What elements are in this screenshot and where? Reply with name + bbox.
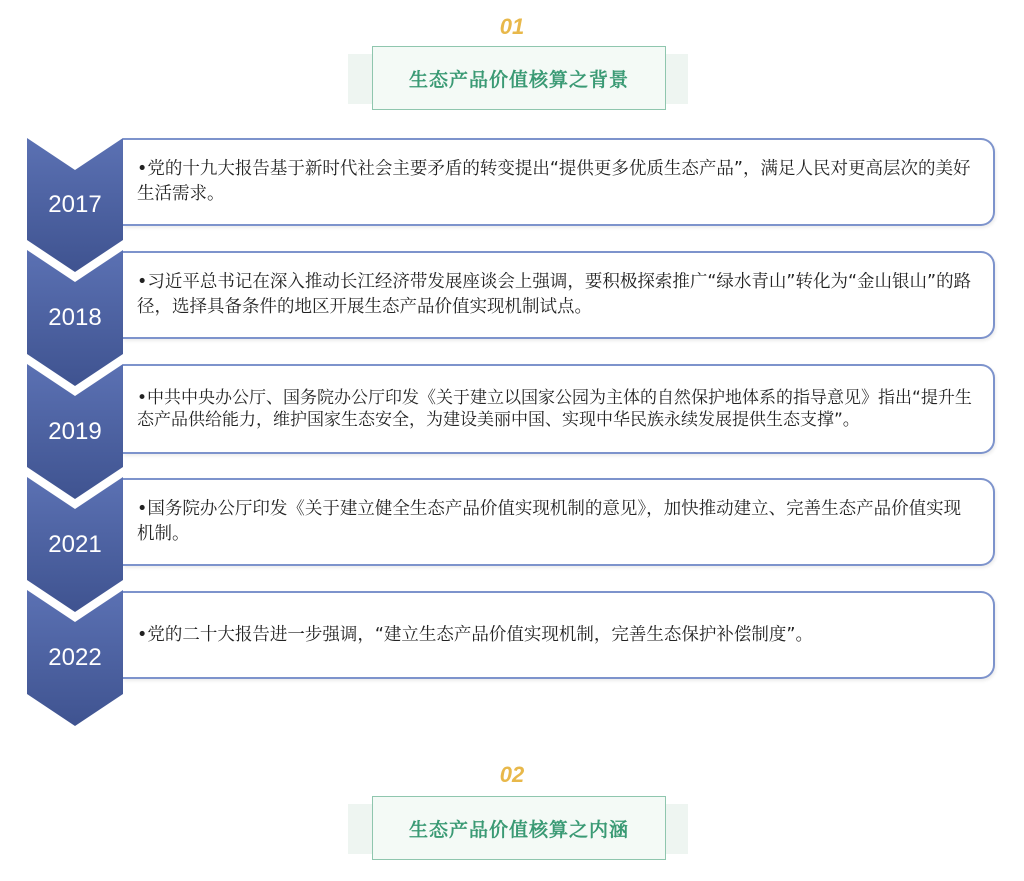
timeline-entry-2018 — [123, 251, 995, 339]
section-number-01: 01 — [499, 14, 525, 39]
timeline-entry-text: •国务院办公厅印发《关于建立健全生态产品价值实现机制的意见》，加快推动建立、完善生态产品价值实现机制。 — [137, 499, 962, 544]
timeline-entry-2022 — [123, 591, 995, 679]
timeline-entry-text: •党的二十大报告进一步强调，“建立生态产品价值实现机制，完善生态保护补偿制度”。 — [137, 624, 813, 645]
timeline-entry-2017 — [123, 138, 995, 226]
year-label-2017: 2017 — [48, 191, 102, 218]
timeline-entry-text: •习近平总书记在深入推动长江经济带发展座谈会上强调，要积极探索推广“绿水青山”转化为“金山银山”的路径，选择具备条件的地区开展生态产品价值实现机制试点。 — [137, 272, 972, 317]
year-label-2018: 2018 — [48, 304, 102, 331]
year-label-2019: 2019 — [48, 418, 102, 445]
timeline-entry-2021 — [123, 478, 995, 566]
section-number-02: 02 — [499, 762, 525, 787]
timeline-entry-text: •党的十九大报告基于新时代社会主要矛盾的转变提出“提供更多优质生态产品”，满足人民对更高层次的美好生活需求。 — [137, 159, 971, 204]
year-label-2021: 2021 — [48, 531, 102, 558]
year-label-2022: 2022 — [48, 644, 102, 671]
section-title-text: 生态产品价值核算之内涵 — [408, 818, 629, 841]
section-title-text: 生态产品价值核算之背景 — [408, 68, 629, 91]
timeline-entry-text: •中共中央办公厅、国务院办公厅印发《关于建立以国家公园为主体的自然保护地体系的指导意见》指出“提升生态产品供给能力，维护国家生态安全，为建设美丽中国、实现中华民族永续发展提供生态支撑”。 — [137, 388, 972, 430]
timeline-entry-2019 — [123, 364, 995, 454]
section-title-background — [372, 796, 666, 860]
